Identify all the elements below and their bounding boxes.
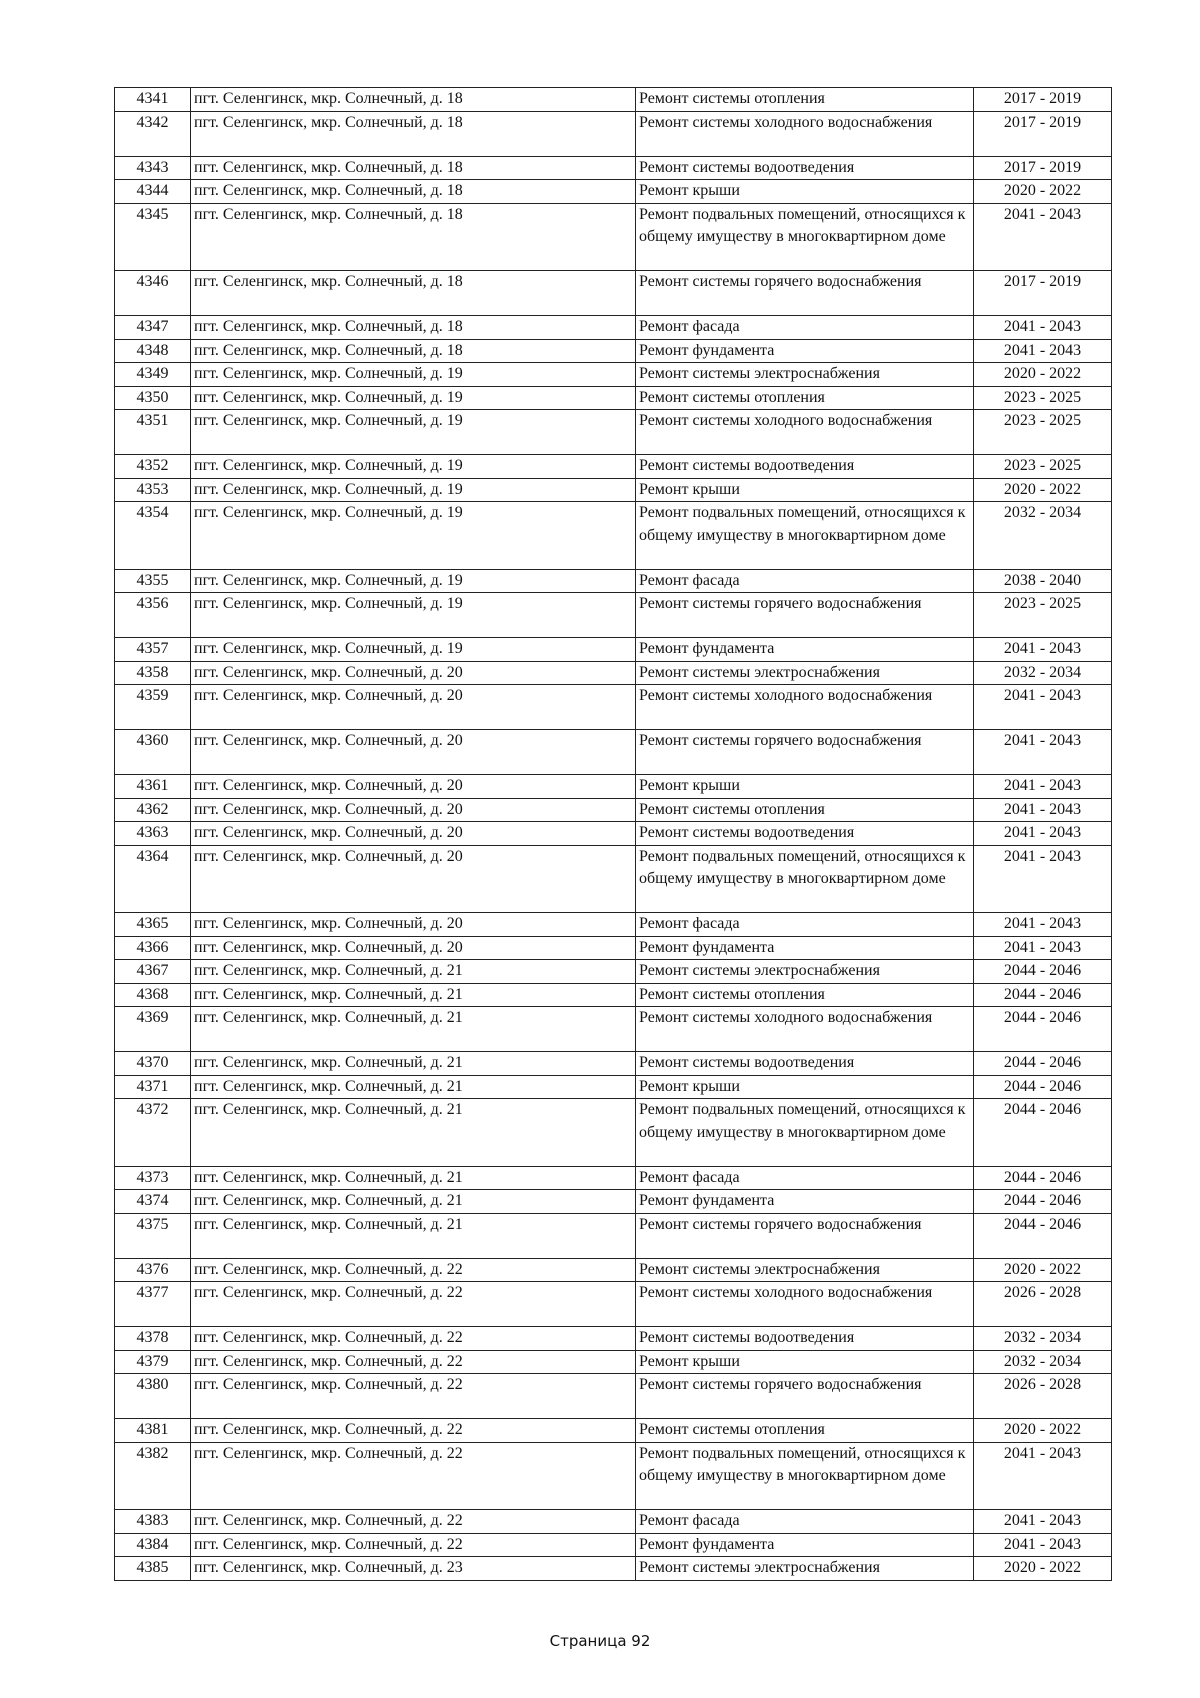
period-cell: 2032 - 2034 [974,1350,1112,1374]
page-number: Страница 92 [549,1632,651,1650]
period-cell: 2041 - 2043 [974,1533,1112,1557]
address-cell: пгт. Селенгинск, мкр. Солнечный, д. 20 [191,845,636,913]
period-cell: 2023 - 2025 [974,410,1112,455]
period-cell: 2023 - 2025 [974,386,1112,410]
table-row [115,775,1112,799]
address-cell: пгт. Селенгинск, мкр. Солнечный, д. 21 [191,1213,636,1258]
table-row [115,593,1112,638]
row-number-cell: 4383 [115,1510,191,1534]
table-row [115,685,1112,730]
table-row [115,845,1112,913]
table-row [115,88,1112,112]
address-cell: пгт. Селенгинск, мкр. Солнечный, д. 20 [191,661,636,685]
row-number-cell: 4384 [115,1533,191,1557]
address-cell: пгт. Селенгинск, мкр. Солнечный, д. 19 [191,363,636,387]
table-row [115,1052,1112,1076]
period-cell: 2026 - 2028 [974,1282,1112,1327]
work-type-cell: Ремонт подвальных помещений, относящихся к общему имуществу в многоквартирном доме [636,502,974,570]
address-cell: пгт. Селенгинск, мкр. Солнечный, д. 22 [191,1374,636,1419]
table-row [115,798,1112,822]
work-type-cell: Ремонт системы холодного водоснабжения [636,111,974,156]
work-type-cell: Ремонт системы горячего водоснабжения [636,271,974,316]
work-type-cell: Ремонт системы водоотведения [636,156,974,180]
work-type-cell: Ремонт фасада [636,913,974,937]
period-cell: 2041 - 2043 [974,1510,1112,1534]
period-cell: 2041 - 2043 [974,775,1112,799]
work-type-cell: Ремонт фасада [636,569,974,593]
row-number-cell: 4366 [115,936,191,960]
work-type-cell: Ремонт фундамента [636,936,974,960]
table-row [115,1350,1112,1374]
work-type-cell: Ремонт фасада [636,1510,974,1534]
address-cell: пгт. Селенгинск, мкр. Солнечный, д. 19 [191,502,636,570]
work-type-cell: Ремонт системы водоотведения [636,455,974,479]
table-row [115,638,1112,662]
work-type-cell: Ремонт системы электроснабжения [636,363,974,387]
table-row [115,960,1112,984]
period-cell: 2017 - 2019 [974,111,1112,156]
work-type-cell: Ремонт системы холодного водоснабжения [636,1007,974,1052]
address-cell: пгт. Селенгинск, мкр. Солнечный, д. 20 [191,936,636,960]
address-cell: пгт. Селенгинск, мкр. Солнечный, д. 21 [191,983,636,1007]
address-cell: пгт. Селенгинск, мкр. Солнечный, д. 21 [191,1190,636,1214]
period-cell: 2044 - 2046 [974,1190,1112,1214]
period-cell: 2020 - 2022 [974,1557,1112,1581]
address-cell: пгт. Селенгинск, мкр. Солнечный, д. 20 [191,730,636,775]
row-number-cell: 4370 [115,1052,191,1076]
address-cell: пгт. Селенгинск, мкр. Солнечный, д. 18 [191,203,636,271]
address-cell: пгт. Селенгинск, мкр. Солнечный, д. 18 [191,156,636,180]
address-cell: пгт. Селенгинск, мкр. Солнечный, д. 20 [191,775,636,799]
work-type-cell: Ремонт крыши [636,478,974,502]
period-cell: 2044 - 2046 [974,1075,1112,1099]
row-number-cell: 4345 [115,203,191,271]
address-cell: пгт. Селенгинск, мкр. Солнечный, д. 18 [191,180,636,204]
table-row [115,1442,1112,1510]
work-type-cell: Ремонт системы горячего водоснабжения [636,1213,974,1258]
period-cell: 2032 - 2034 [974,1327,1112,1351]
row-number-cell: 4348 [115,339,191,363]
address-cell: пгт. Селенгинск, мкр. Солнечный, д. 21 [191,960,636,984]
row-number-cell: 4363 [115,822,191,846]
work-type-cell: Ремонт фасада [636,316,974,340]
period-cell: 2017 - 2019 [974,156,1112,180]
table-row [115,1213,1112,1258]
address-cell: пгт. Селенгинск, мкр. Солнечный, д. 22 [191,1258,636,1282]
table-row [115,1282,1112,1327]
table-row [115,386,1112,410]
address-cell: пгт. Селенгинск, мкр. Солнечный, д. 19 [191,593,636,638]
table-body [115,88,1112,1581]
row-number-cell: 4380 [115,1374,191,1419]
work-type-cell: Ремонт системы водоотведения [636,822,974,846]
row-number-cell: 4361 [115,775,191,799]
address-cell: пгт. Селенгинск, мкр. Солнечный, д. 21 [191,1166,636,1190]
address-cell: пгт. Селенгинск, мкр. Солнечный, д. 18 [191,339,636,363]
work-type-cell: Ремонт системы холодного водоснабжения [636,410,974,455]
period-cell: 2038 - 2040 [974,569,1112,593]
table-row [115,363,1112,387]
address-cell: пгт. Селенгинск, мкр. Солнечный, д. 18 [191,88,636,112]
work-type-cell: Ремонт системы электроснабжения [636,661,974,685]
row-number-cell: 4378 [115,1327,191,1351]
row-number-cell: 4385 [115,1557,191,1581]
work-type-cell: Ремонт крыши [636,180,974,204]
table-row [115,1419,1112,1443]
address-cell: пгт. Селенгинск, мкр. Солнечный, д. 19 [191,569,636,593]
row-number-cell: 4382 [115,1442,191,1510]
period-cell: 2044 - 2046 [974,1213,1112,1258]
address-cell: пгт. Селенгинск, мкр. Солнечный, д. 18 [191,111,636,156]
address-cell: пгт. Селенгинск, мкр. Солнечный, д. 19 [191,478,636,502]
row-number-cell: 4350 [115,386,191,410]
period-cell: 2017 - 2019 [974,88,1112,112]
row-number-cell: 4371 [115,1075,191,1099]
period-cell: 2020 - 2022 [974,180,1112,204]
period-cell: 2044 - 2046 [974,1166,1112,1190]
address-cell: пгт. Селенгинск, мкр. Солнечный, д. 22 [191,1419,636,1443]
row-number-cell: 4349 [115,363,191,387]
address-cell: пгт. Селенгинск, мкр. Солнечный, д. 19 [191,455,636,479]
table-row [115,569,1112,593]
row-number-cell: 4358 [115,661,191,685]
row-number-cell: 4368 [115,983,191,1007]
table-row [115,1327,1112,1351]
address-cell: пгт. Селенгинск, мкр. Солнечный, д. 22 [191,1510,636,1534]
row-number-cell: 4344 [115,180,191,204]
row-number-cell: 4352 [115,455,191,479]
row-number-cell: 4364 [115,845,191,913]
table-row [115,410,1112,455]
work-type-cell: Ремонт системы горячего водоснабжения [636,730,974,775]
work-type-cell: Ремонт системы отопления [636,88,974,112]
period-cell: 2041 - 2043 [974,913,1112,937]
period-cell: 2020 - 2022 [974,363,1112,387]
work-type-cell: Ремонт системы отопления [636,1419,974,1443]
period-cell: 2020 - 2022 [974,1419,1112,1443]
table-row [115,1166,1112,1190]
period-cell: 2044 - 2046 [974,960,1112,984]
table-row [115,1557,1112,1581]
address-cell: пгт. Селенгинск, мкр. Солнечный, д. 21 [191,1075,636,1099]
row-number-cell: 4360 [115,730,191,775]
row-number-cell: 4379 [115,1350,191,1374]
row-number-cell: 4356 [115,593,191,638]
repair-schedule-table [114,87,1112,1581]
period-cell: 2041 - 2043 [974,638,1112,662]
table-row [115,1007,1112,1052]
table-row [115,111,1112,156]
row-number-cell: 4372 [115,1099,191,1167]
address-cell: пгт. Селенгинск, мкр. Солнечный, д. 21 [191,1099,636,1167]
work-type-cell: Ремонт фасада [636,1166,974,1190]
work-type-cell: Ремонт крыши [636,775,974,799]
row-number-cell: 4375 [115,1213,191,1258]
row-number-cell: 4354 [115,502,191,570]
row-number-cell: 4343 [115,156,191,180]
table-row [115,478,1112,502]
work-type-cell: Ремонт системы отопления [636,798,974,822]
address-cell: пгт. Селенгинск, мкр. Солнечный, д. 22 [191,1350,636,1374]
period-cell: 2041 - 2043 [974,1442,1112,1510]
period-cell: 2044 - 2046 [974,1052,1112,1076]
work-type-cell: Ремонт системы водоотведения [636,1052,974,1076]
work-type-cell: Ремонт подвальных помещений, относящихся к общему имуществу в многоквартирном доме [636,203,974,271]
period-cell: 2044 - 2046 [974,983,1112,1007]
row-number-cell: 4365 [115,913,191,937]
work-type-cell: Ремонт крыши [636,1075,974,1099]
period-cell: 2032 - 2034 [974,502,1112,570]
address-cell: пгт. Селенгинск, мкр. Солнечный, д. 23 [191,1557,636,1581]
period-cell: 2023 - 2025 [974,455,1112,479]
address-cell: пгт. Селенгинск, мкр. Солнечный, д. 22 [191,1442,636,1510]
work-type-cell: Ремонт фундамента [636,1533,974,1557]
work-type-cell: Ремонт системы электроснабжения [636,1557,974,1581]
address-cell: пгт. Селенгинск, мкр. Солнечный, д. 19 [191,638,636,662]
table-row [115,1258,1112,1282]
table-row [115,822,1112,846]
period-cell: 2041 - 2043 [974,339,1112,363]
table-row [115,1099,1112,1167]
table-row [115,180,1112,204]
address-cell: пгт. Селенгинск, мкр. Солнечный, д. 22 [191,1282,636,1327]
period-cell: 2041 - 2043 [974,316,1112,340]
table-row [115,913,1112,937]
work-type-cell: Ремонт системы отопления [636,983,974,1007]
row-number-cell: 4376 [115,1258,191,1282]
period-cell: 2041 - 2043 [974,203,1112,271]
row-number-cell: 4357 [115,638,191,662]
table-row [115,203,1112,271]
row-number-cell: 4341 [115,88,191,112]
row-number-cell: 4355 [115,569,191,593]
period-cell: 2044 - 2046 [974,1099,1112,1167]
table-row [115,339,1112,363]
address-cell: пгт. Селенгинск, мкр. Солнечный, д. 19 [191,410,636,455]
row-number-cell: 4359 [115,685,191,730]
work-type-cell: Ремонт фундамента [636,638,974,662]
period-cell: 2041 - 2043 [974,730,1112,775]
work-type-cell: Ремонт фундамента [636,1190,974,1214]
address-cell: пгт. Селенгинск, мкр. Солнечный, д. 22 [191,1533,636,1557]
work-type-cell: Ремонт подвальных помещений, относящихся к общему имуществу в многоквартирном доме [636,1442,974,1510]
address-cell: пгт. Селенгинск, мкр. Солнечный, д. 20 [191,798,636,822]
table-row [115,1374,1112,1419]
table-row [115,1075,1112,1099]
work-type-cell: Ремонт фундамента [636,339,974,363]
table-row [115,983,1112,1007]
period-cell: 2041 - 2043 [974,685,1112,730]
work-type-cell: Ремонт крыши [636,1350,974,1374]
address-cell: пгт. Селенгинск, мкр. Солнечный, д. 21 [191,1007,636,1052]
work-type-cell: Ремонт системы отопления [636,386,974,410]
address-cell: пгт. Селенгинск, мкр. Солнечный, д. 20 [191,913,636,937]
period-cell: 2041 - 2043 [974,936,1112,960]
row-number-cell: 4342 [115,111,191,156]
work-type-cell: Ремонт системы холодного водоснабжения [636,685,974,730]
period-cell: 2041 - 2043 [974,845,1112,913]
row-number-cell: 4347 [115,316,191,340]
table-row [115,661,1112,685]
table-row [115,316,1112,340]
period-cell: 2023 - 2025 [974,593,1112,638]
address-cell: пгт. Селенгинск, мкр. Солнечный, д. 20 [191,685,636,730]
address-cell: пгт. Селенгинск, мкр. Солнечный, д. 20 [191,822,636,846]
address-cell: пгт. Селенгинск, мкр. Солнечный, д. 19 [191,386,636,410]
address-cell: пгт. Селенгинск, мкр. Солнечный, д. 18 [191,271,636,316]
address-cell: пгт. Селенгинск, мкр. Солнечный, д. 22 [191,1327,636,1351]
row-number-cell: 4377 [115,1282,191,1327]
table-row [115,156,1112,180]
table-row [115,1510,1112,1534]
table-row [115,1533,1112,1557]
row-number-cell: 4362 [115,798,191,822]
period-cell: 2026 - 2028 [974,1374,1112,1419]
address-cell: пгт. Селенгинск, мкр. Солнечный, д. 21 [191,1052,636,1076]
table-row [115,502,1112,570]
row-number-cell: 4351 [115,410,191,455]
table-row [115,271,1112,316]
table-row [115,730,1112,775]
period-cell: 2020 - 2022 [974,1258,1112,1282]
row-number-cell: 4367 [115,960,191,984]
work-type-cell: Ремонт системы горячего водоснабжения [636,1374,974,1419]
row-number-cell: 4346 [115,271,191,316]
work-type-cell: Ремонт системы электроснабжения [636,1258,974,1282]
period-cell: 2017 - 2019 [974,271,1112,316]
work-type-cell: Ремонт подвальных помещений, относящихся к общему имуществу в многоквартирном доме [636,845,974,913]
table-row [115,1190,1112,1214]
row-number-cell: 4369 [115,1007,191,1052]
work-type-cell: Ремонт системы водоотведения [636,1327,974,1351]
work-type-cell: Ремонт системы электроснабжения [636,960,974,984]
period-cell: 2041 - 2043 [974,822,1112,846]
period-cell: 2041 - 2043 [974,798,1112,822]
table-row [115,936,1112,960]
row-number-cell: 4374 [115,1190,191,1214]
period-cell: 2032 - 2034 [974,661,1112,685]
address-cell: пгт. Селенгинск, мкр. Солнечный, д. 18 [191,316,636,340]
table-row [115,455,1112,479]
row-number-cell: 4353 [115,478,191,502]
period-cell: 2020 - 2022 [974,478,1112,502]
row-number-cell: 4373 [115,1166,191,1190]
row-number-cell: 4381 [115,1419,191,1443]
work-type-cell: Ремонт подвальных помещений, относящихся к общему имуществу в многоквартирном доме [636,1099,974,1167]
work-type-cell: Ремонт системы горячего водоснабжения [636,593,974,638]
work-type-cell: Ремонт системы холодного водоснабжения [636,1282,974,1327]
period-cell: 2044 - 2046 [974,1007,1112,1052]
